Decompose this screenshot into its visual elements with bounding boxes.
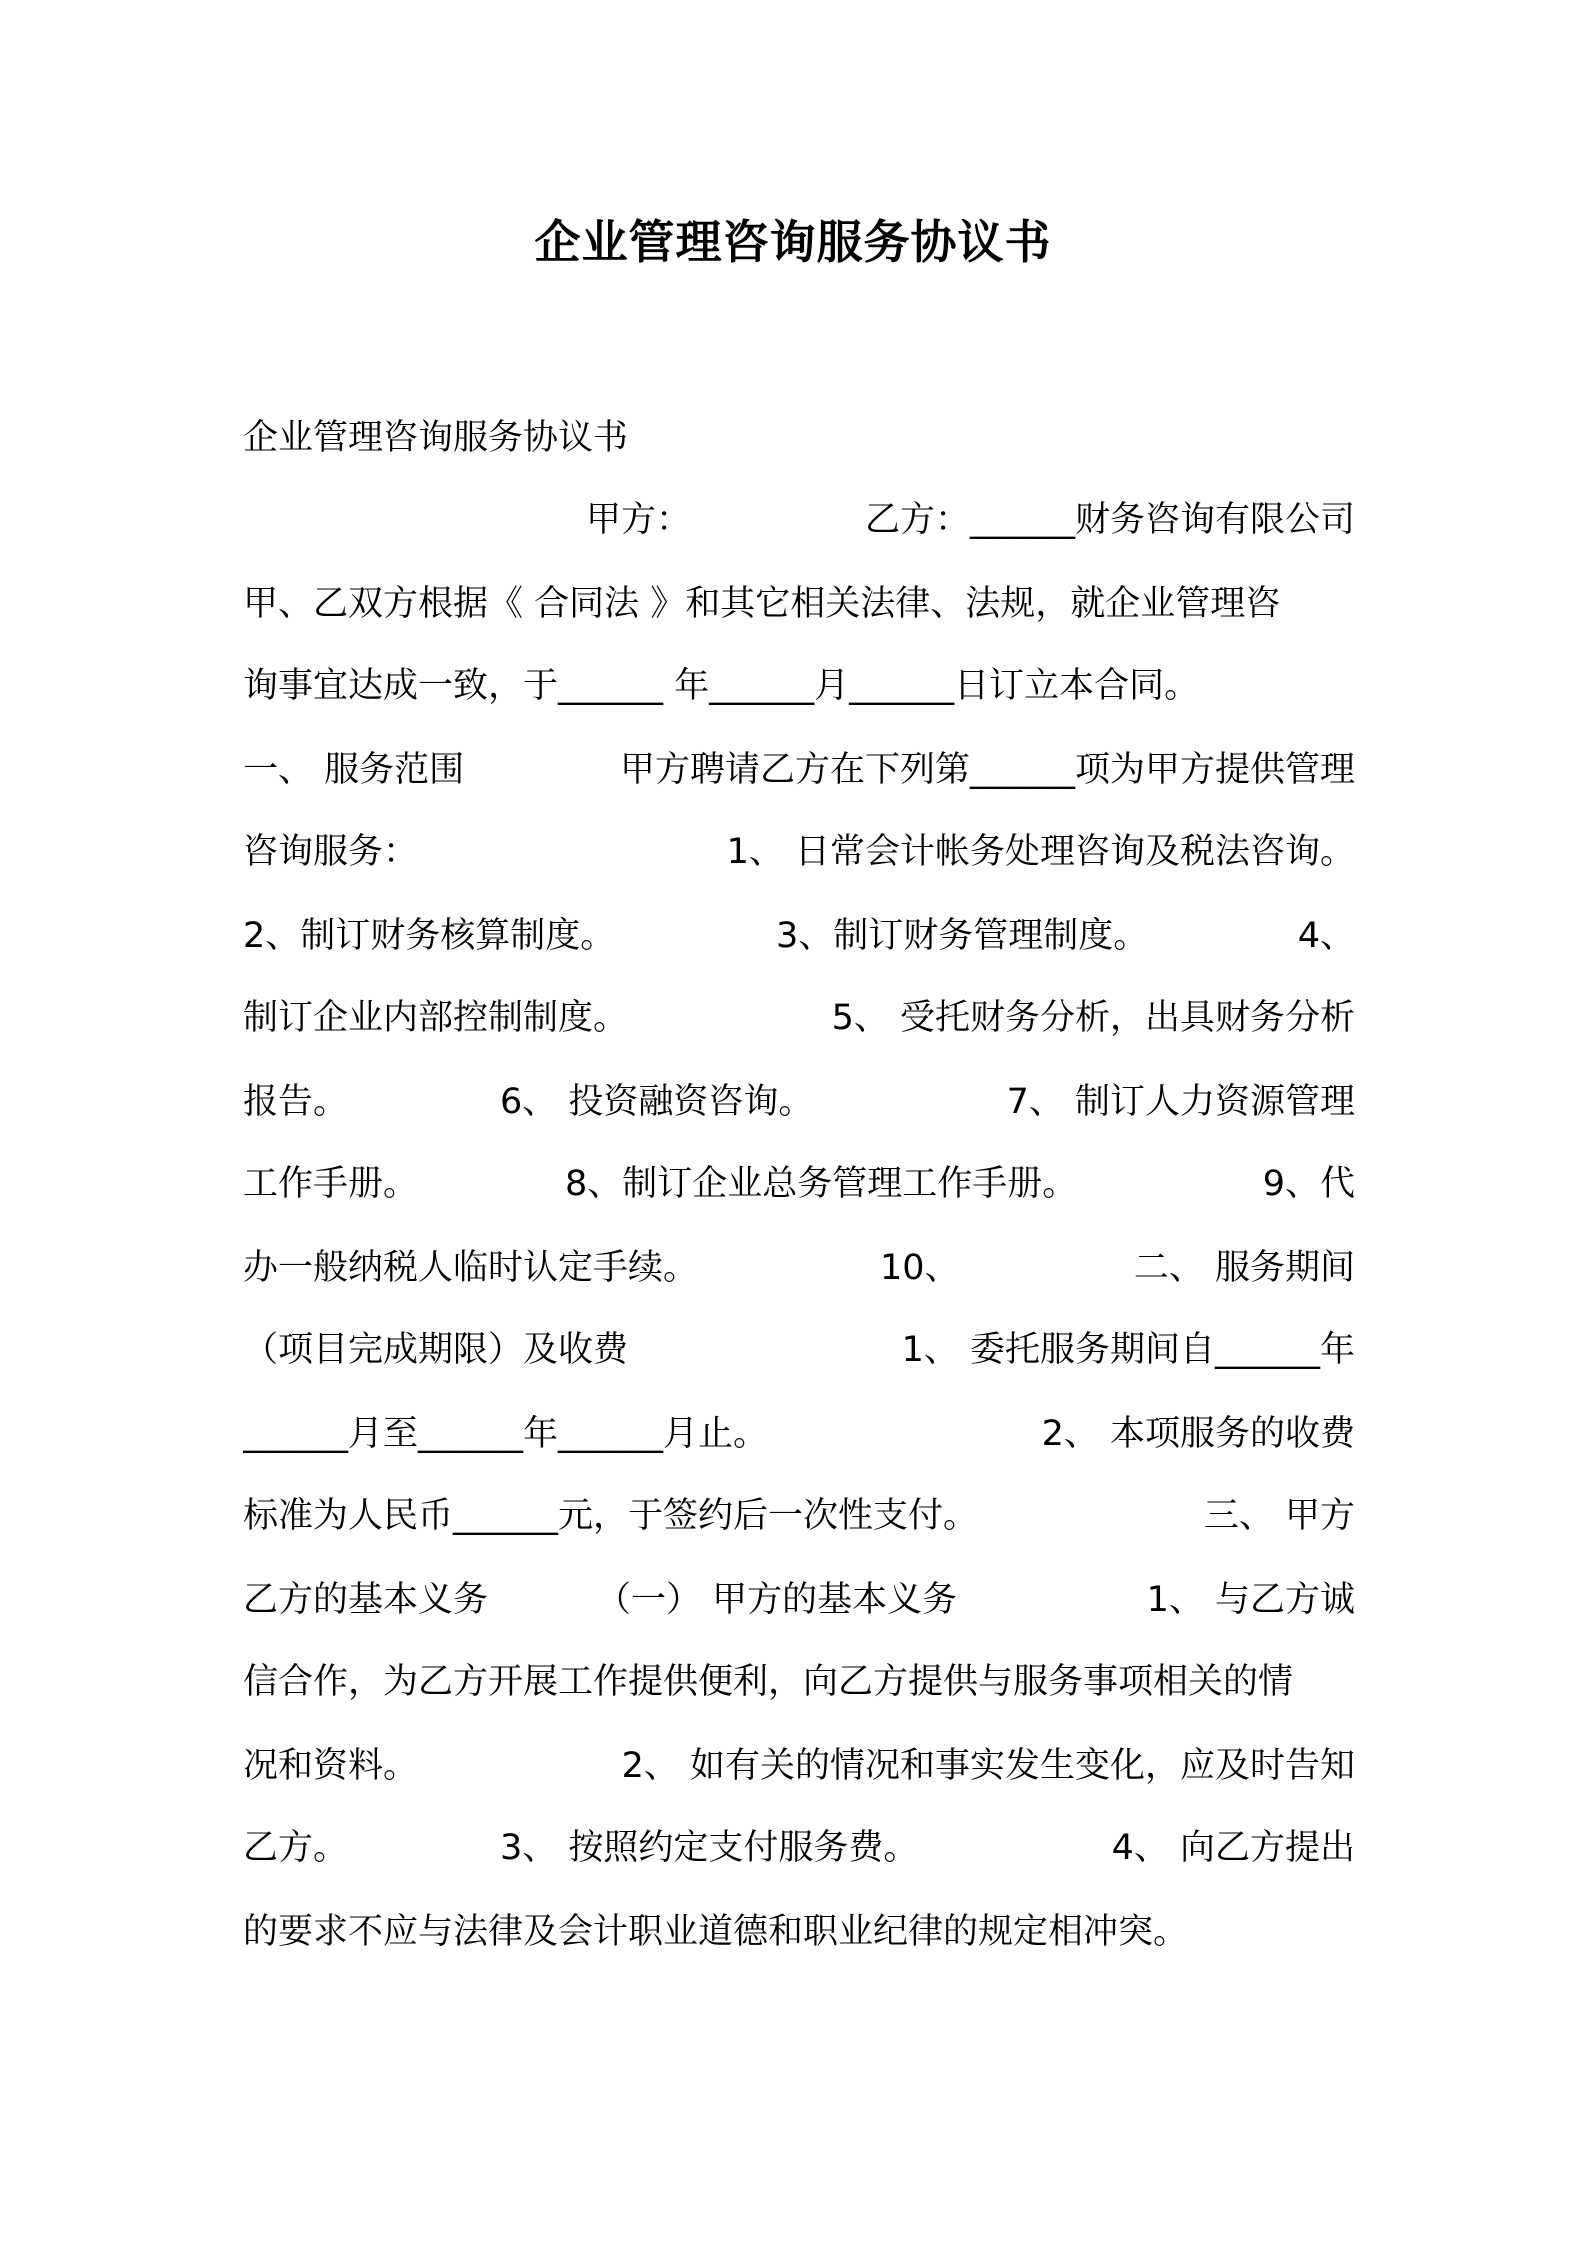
body-line [243,1404,1355,1464]
list-item: 2、 如有关的情况和事实发生变化，应及时告知 [621,1746,1355,1786]
list-item: 5、 受托财务分析，出具财务分析 [831,998,1355,1038]
body-line [243,988,1355,1048]
text-segment: 甲方聘请乙方在下列第______项为甲方提供管理 [619,750,1355,790]
text-segment: 甲、乙双方根据《 合同法 》和其它相关法律、法规，就企业管理咨 [243,584,1281,624]
list-item: 4、 [1297,916,1355,956]
body-line [243,906,1355,966]
list-item: 4、 向乙方提出 [1111,1828,1355,1868]
body-line [243,1154,1355,1214]
section-heading: 二、 服务期间 [1133,1248,1355,1288]
text-segment: 咨询服务： [243,832,419,872]
body-line [243,1818,1355,1878]
text-segment: 工作手册。 [243,1164,419,1204]
list-item: 10、 [880,1248,960,1288]
text-segment: 标准为人民币______元，于签约后一次性支付。 [243,1496,979,1536]
list-item: 1、 与乙方诚 [1146,1580,1355,1620]
list-item: 1、 委托服务期间自______年 [901,1330,1355,1370]
body-line [243,1652,1355,1712]
subsection-heading: （一） 甲方的基本义务 [596,1580,958,1620]
text-segment: （项目完成期限）及收费 [243,1330,629,1370]
list-item: 7、 制订人力资源管理 [1006,1082,1355,1122]
body-line [243,1072,1355,1132]
text-segment: 报告。 [243,1082,349,1122]
document-title: 企业管理咨询服务协议书 [534,215,1052,269]
body-line [243,1570,1355,1630]
list-item: 6、 投资融资咨询。 [500,1082,814,1122]
body-line [243,822,1355,882]
list-item: 8、制订企业总务管理工作手册。 [565,1164,1078,1204]
body-line [243,1238,1355,1298]
list-item: 3、 按照约定支付服务费。 [500,1828,919,1868]
text-segment: 的要求不应与法律及会计职业道德和职业纪律的规定相冲突。 [243,1912,1189,1952]
body-line [243,574,1355,634]
text-segment: 况和资料。 [243,1746,419,1786]
text-segment: 制订企业内部控制制度。 [243,998,629,1038]
text-segment: 信合作，为乙方开展工作提供便利，向乙方提供与服务事项相关的情 [243,1662,1294,1702]
body-line [243,1320,1355,1380]
list-item: 2、 本项服务的收费 [1041,1414,1355,1454]
text-segment: 办一般纳税人临时认定手续。 [243,1248,699,1288]
body-line [243,740,1355,800]
list-item: 3、制订财务管理制度。 [776,916,1149,956]
section-heading: 三、 甲方 [1203,1496,1355,1536]
body-line [243,490,1355,550]
party-b-label: 乙方：______财务咨询有限公司 [864,500,1355,540]
text-segment: 询事宜达成一致，于______ 年______月______日订立本合同。 [243,666,1200,706]
body-line [243,1486,1355,1546]
text-segment: 乙方的基本义务 [243,1580,489,1620]
section-heading: 一、 服务范围 [243,750,465,790]
body-line [243,1902,1355,1962]
list-item: 1、 日常会计帐务处理咨询及税法咨询。 [726,832,1355,872]
text-segment: ______月至______年______月止。 [243,1414,769,1454]
document-subtitle: 企业管理咨询服务协议书 [243,418,629,458]
body-line [243,1736,1355,1796]
list-item: 2、制订财务核算制度。 [243,916,616,956]
list-item: 9、代 [1262,1164,1355,1204]
text-segment: 乙方。 [243,1828,349,1868]
body-line [243,656,1355,716]
party-a-label: 甲方： [586,500,692,540]
